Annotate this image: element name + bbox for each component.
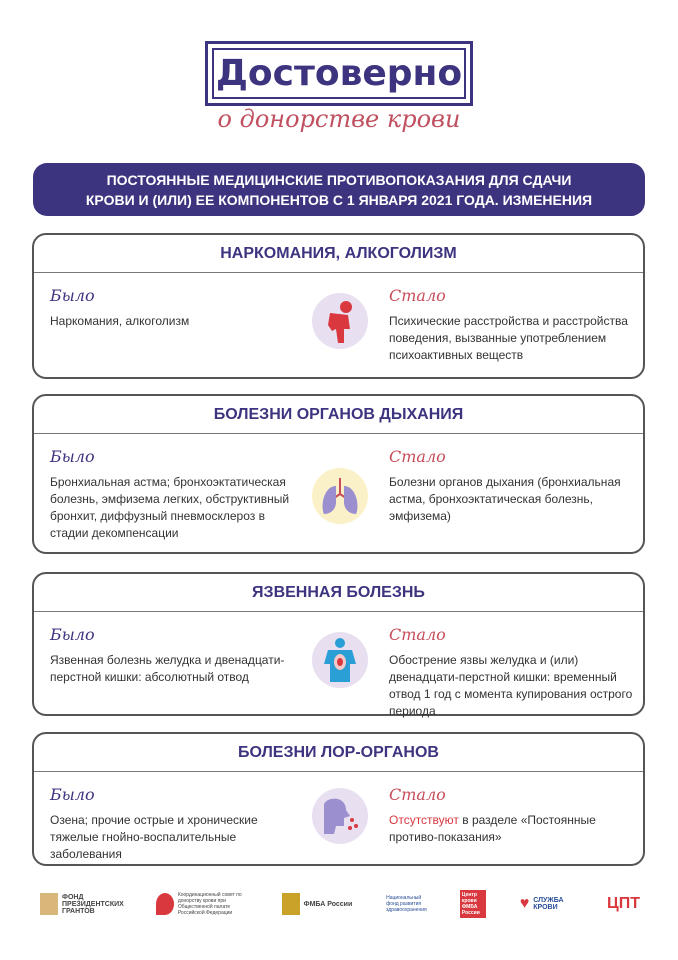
was-text: Язвенная болезнь желудка и двенадцати-перстной кишки: абсолютный отвод	[50, 653, 285, 684]
was-text: Озена; прочие острые и хронические тяжелые гнойно-воспалительные заболевания	[50, 813, 258, 861]
banner	[33, 163, 645, 216]
now-text: Обострение язвы желудка и (или) двенадцати-перстной кишки: временный отвод 1 год с момента купирования острого периода	[389, 653, 633, 718]
now-text: Психические расстройства и расстройства поведения, вызванные употреблением психоактивных веществ	[389, 314, 628, 362]
now-label: Стало	[389, 625, 446, 644]
card-title: БОЛЕЗНИ ОРГАНОВ ДЫХАНИЯ	[34, 396, 643, 434]
logo-fmba: ФМБА России	[282, 893, 353, 915]
card-respiratory	[32, 394, 645, 554]
now-text: в разделе «Постоянные противо-показания»	[389, 813, 596, 844]
card-title: НАРКОМАНИЯ, АЛКОГОЛИЗМ	[34, 235, 643, 273]
logo-coordination-council: Координационный совет по донорству крови при Общественной палате Российской Федерации	[156, 892, 248, 916]
card-title: БОЛЕЗНИ ЛОР-ОРГАНОВ	[34, 734, 643, 772]
banner-line: ПОСТОЯННЫЕ МЕДИЦИНСКИЕ ПРОТИВОПОКАЗАНИЯ ДЛЯ СДАЧИ	[106, 172, 572, 188]
now-text: Болезни органов дыхания (бронхиальная астма, бронхоэктатическая болезнь, эмфизема)	[389, 475, 621, 523]
banner-line: КРОВИ И (ИЛИ) ЕЕ КОМПОНЕНТОВ С 1 ЯНВАРЯ 2021 ГОДА. ИЗМЕНЕНИЯ	[85, 192, 593, 208]
now-label: Стало	[389, 785, 446, 804]
logo-subtitle: о донорстве крови	[217, 105, 461, 133]
now-label: Стало	[389, 447, 446, 466]
was-label: Было	[50, 447, 95, 466]
card-ent	[32, 732, 645, 866]
logo-cpt: ЦПТ	[607, 895, 640, 912]
logo-blood-center: Центр крови ФМБА России	[460, 890, 486, 918]
was-label: Было	[50, 286, 95, 305]
logo-title: Достоверно	[212, 48, 466, 99]
card-addiction	[32, 233, 645, 379]
now-highlight: Отсутствуют	[389, 813, 459, 827]
logo-blood-service: ♥ СЛУЖБА КРОВИ	[519, 895, 564, 912]
cough-icon	[312, 788, 368, 844]
was-label: Было	[50, 625, 95, 644]
logo	[205, 41, 473, 106]
now-label: Стало	[389, 286, 446, 305]
was-text: Бронхиальная астма; бронхоэктатическая болезнь, эмфизема легких, обструктивный бронхит, диффузный пневмосклероз в стадии декомпенсации	[50, 475, 290, 540]
logo-national-fund: Национальный фонд развития здравоохранения	[386, 895, 427, 913]
logo-presidential-grants: ФОНД ПРЕЗИДЕНТСКИХ ГРАНТОВ	[40, 893, 122, 915]
person-pain-icon	[312, 293, 368, 349]
was-text: Наркомания, алкоголизм	[50, 314, 190, 328]
was-label: Было	[50, 785, 95, 804]
stomach-icon	[312, 632, 368, 688]
lungs-icon	[312, 468, 368, 524]
card-ulcer	[32, 572, 645, 716]
card-title: ЯЗВЕННАЯ БОЛЕЗНЬ	[34, 574, 643, 612]
footer-logos	[40, 890, 640, 918]
